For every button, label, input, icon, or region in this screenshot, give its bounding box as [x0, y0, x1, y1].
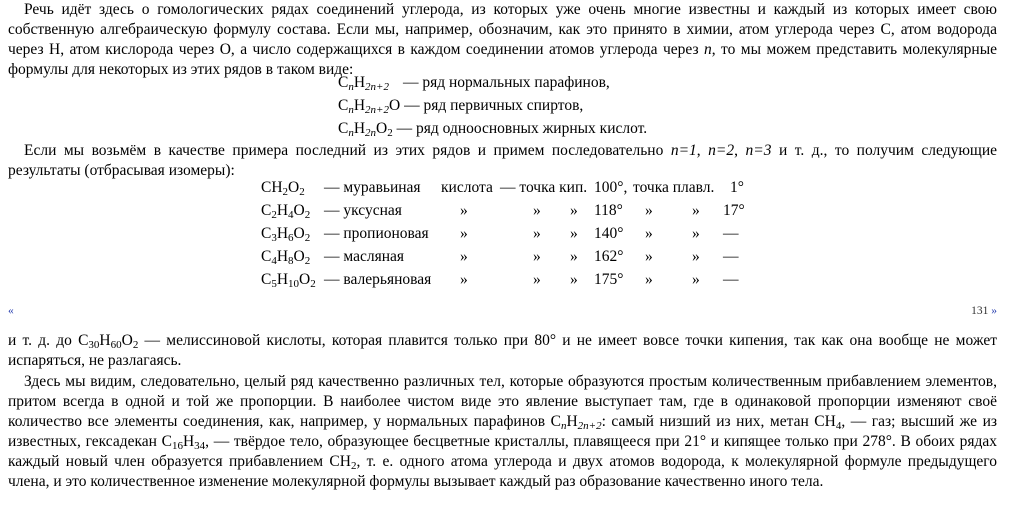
melting-point: 17° — [723, 202, 745, 219]
ditto-mark: » — [645, 248, 653, 265]
boiling-point: 140° — [594, 225, 624, 242]
acid-kind: кислота — [441, 179, 493, 196]
ditto-mark: » — [533, 271, 541, 288]
page-number: 131 — [971, 305, 989, 317]
boiling-label: — точка кип. — [500, 179, 588, 196]
acid-name: — пропионовая — [324, 225, 429, 242]
ditto-mark: » — [692, 202, 700, 219]
acid-name: — муравьиная — [324, 179, 421, 196]
ditto-mark: » — [645, 202, 653, 219]
formula-cell: $C_4H_8O_2$ — [261, 248, 311, 267]
boiling-point: 162° — [594, 248, 624, 265]
page-number-area — [971, 303, 997, 319]
formula-alcohols: $C_nH_{2n+2}O$ — ряд первичных спиртов, — [338, 97, 584, 116]
ditto-mark: » — [570, 271, 578, 288]
formula-description: — ряд одноосновных жирных кислот. — [396, 120, 648, 137]
ditto-mark: » — [692, 225, 700, 242]
acid-name: — уксусная — [324, 202, 402, 219]
ditto-mark: » — [460, 202, 468, 219]
melting-point: — — [723, 225, 739, 242]
melting-point: — — [723, 248, 739, 265]
previous-page-link[interactable]: « — [8, 305, 14, 317]
boiling-point: 100°, — [594, 179, 628, 196]
variable-n: n — [704, 41, 712, 58]
ditto-mark: » — [645, 225, 653, 242]
formula-cell: $C_3H_6O_2$ — [261, 225, 311, 244]
ditto-mark: » — [533, 225, 541, 242]
ditto-mark: » — [533, 248, 541, 265]
ditto-mark: » — [570, 225, 578, 242]
formula-paraffins: $C_nH_{2n+2}$ — ряд нормальных парафинов, — [338, 74, 610, 93]
boiling-point: 118° — [594, 202, 623, 219]
ditto-mark: » — [570, 248, 578, 265]
next-page-link[interactable]: » — [991, 305, 997, 317]
paragraph-acid-example: Если мы возьмём в качестве примера последний из этих рядов и примем последовательно n=1, n=2, n=3 и т. д., то получим следующие результаты (отбрасывая изомеры): — [8, 142, 998, 179]
formula-cell: $CH_2O_2$ — [261, 179, 305, 198]
melting-point: 1° — [730, 179, 744, 196]
melting-label: точка плавл. — [633, 179, 715, 196]
formula-fatty-acids: $C_nH_{2n}O_2$ — ряд одноосновных жирных кислот. — [338, 120, 648, 139]
ditto-mark: » — [533, 202, 541, 219]
ditto-mark: » — [692, 271, 700, 288]
formula-cell: $C_5H_{10}O_2$ — [261, 271, 316, 290]
paragraph-quantity-quality: Здесь мы видим, следовательно, целый ряд качественно различных тел, которые образуются простым количественным прибавлением элементов, притом всегда в одной и той же пропорции. В наиболее чистом виде это явление выступает там, где в одинаковой пропорции изменяют своё количество все элементы соединения, как, например, у нормальных парафинов $C_nH_{2n+2}$: самый низший из них, метан $CH_4$, — газ; высший же из известных, гексадекан $C_{16}H_{34}$, — твёрдое тело, образующее бесцветные кристаллы, плавящееся при 21° и кипящее только при 278°. В обоих рядах каждый новый член образуется прибавлением $CH_2$, т. е. одного атома углерода и двух атомов водорода, к молекулярной формуле предыдущего члена, и это количественное изменение молекулярной формулы вызывает каждый раз образование качественно иного тела. — [8, 373, 997, 490]
acid-table — [0, 178, 1011, 293]
paragraph-text: , то мы можем представить молекулярные формулы для некоторых из этих рядов в таком виде: — [8, 41, 997, 78]
paragraph-melissic-acid: и т. д. до $C_{30}H_{60}O_2$ — мелиссиновой кислоты, которая плавится только при 80° и не имеет вовсе точки кипения, так как она вообще не может испаряться, не разлагаясь. — [8, 332, 997, 369]
ditto-mark: » — [460, 225, 468, 242]
paragraph-homologous-series — [8, 0, 997, 80]
formula-description: — ряд первичных спиртов, — [404, 97, 584, 114]
acid-name: — валерьяновая — [324, 271, 432, 288]
formula-cell: $C_2H_4O_2$ — [261, 202, 311, 221]
ditto-mark: » — [645, 271, 653, 288]
boiling-point: 175° — [594, 271, 624, 288]
ditto-mark: » — [460, 248, 468, 265]
acid-name: — масляная — [324, 248, 405, 265]
page-navigation — [8, 303, 997, 319]
paragraph-text: Речь идёт здесь о гомологических рядах соединений углерода, из которых уже очень многие известны и каждый из которых имеет свою собственную алгебраическую формулу состава. Если мы, например, обозначим, как это принято в химии, атом углерода через C, атом водорода через H, атом кислорода через O, а число содержащихся в каждом соединении атомов углерода через — [8, 1, 997, 58]
ditto-mark: » — [460, 271, 468, 288]
ditto-mark: » — [692, 248, 700, 265]
formula-description: — ряд нормальных парафинов, — [402, 74, 610, 91]
melting-point: — — [723, 271, 739, 288]
ditto-mark: » — [570, 202, 578, 219]
